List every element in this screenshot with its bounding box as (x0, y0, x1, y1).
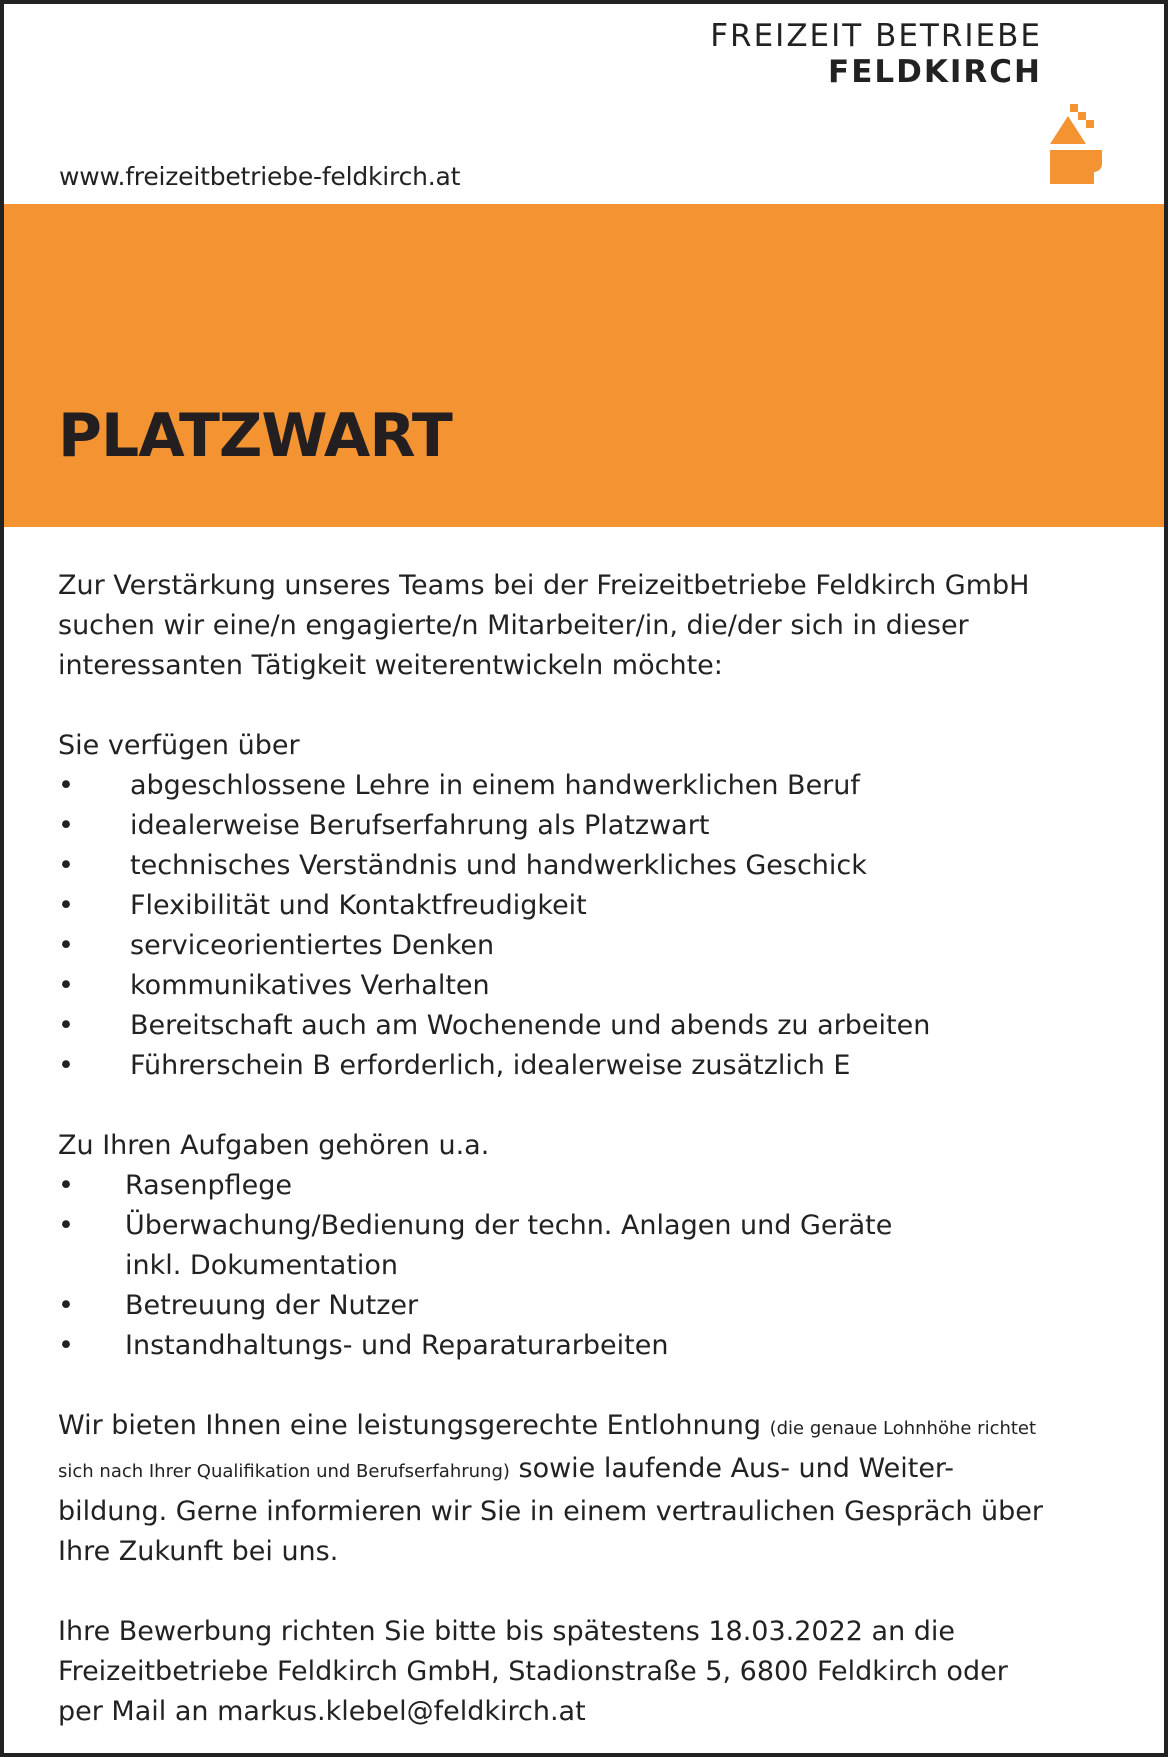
offer-small-note-1: (die genaue Lohnhöhe richtet (769, 1418, 1037, 1439)
list-item: • Führerschein B erforderlich, idealerweise zusätzlich E (58, 1046, 1118, 1086)
tasks-heading: Zu Ihren Aufgaben gehören u.a. (58, 1130, 490, 1161)
job-title: PLATZWART (58, 401, 452, 471)
intro-line-1: Zur Verstärkung unseres Teams bei der Freizeitbetriebe Feldkirch GmbH (58, 570, 1030, 601)
bullet-icon: • (58, 930, 74, 961)
main-content (58, 566, 1118, 1732)
offer-line-4: Ihre Zukunft bei uns. (58, 1536, 339, 1567)
website-url[interactable]: www.freizeitbetriebe-feldkirch.at (59, 162, 461, 191)
offer-small-note-2: sich nach Ihrer Qualifikation und Berufserfahrung) (58, 1461, 510, 1482)
logo-house-icon (1050, 104, 1102, 186)
requirements-heading: Sie verfügen über (58, 730, 300, 761)
offer-line-1: Wir bieten Ihnen eine leistungsgerechte Entlohnung (die genaue Lohnhöhe richtet (58, 1410, 1037, 1441)
bullet-icon: • (58, 1170, 74, 1201)
list-item: • technisches Verständnis und handwerkliches Geschick (58, 846, 1118, 886)
list-item: • idealerweise Berufserfahrung als Platzwart (58, 806, 1118, 846)
bullet-icon: • (58, 850, 74, 881)
bullet-icon: • (58, 1050, 74, 1081)
bullet-icon: • (58, 1290, 74, 1321)
offer-line-2: sich nach Ihrer Qualifikation und Berufserfahrung) sowie laufende Aus- und Weiter- (58, 1453, 955, 1484)
list-item: • serviceorientiertes Denken (58, 926, 1118, 966)
intro-line-2: suchen wir eine/n engagierte/n Mitarbeiter/in, die/der sich in dieser (58, 610, 969, 641)
bullet-icon: • (58, 770, 74, 801)
list-item-continuation: inkl. Dokumentation (125, 1250, 399, 1281)
header (4, 4, 1164, 204)
tasks-list (58, 1166, 1118, 1366)
list-item: • Rasenpflege (58, 1166, 1118, 1206)
requirements-list (58, 766, 1118, 1086)
bullet-icon: • (58, 1010, 74, 1041)
logo-text-feldkirch: FELDKIRCH (828, 54, 1042, 90)
list-item: • Instandhaltungs- und Reparaturarbeiten (58, 1326, 1118, 1366)
application-line-1: Ihre Bewerbung richten Sie bitte bis spätestens 18.03.2022 an die (58, 1616, 956, 1647)
list-item: • kommunikatives Verhalten (58, 966, 1118, 1006)
bullet-icon: • (58, 1210, 74, 1241)
bullet-icon: • (58, 890, 74, 921)
intro-line-3: interessanten Tätigkeit weiterentwickeln möchte: (58, 650, 723, 681)
title-banner (4, 204, 1164, 527)
offer-line-3: bildung. Gerne informieren wir Sie in einem vertraulichen Gespräch über (58, 1496, 1043, 1527)
list-item: • Flexibilität und Kontaktfreudigkeit (58, 886, 1118, 926)
list-item: • abgeschlossene Lehre in einem handwerklichen Beruf (58, 766, 1118, 806)
list-item: • Betreuung der Nutzer (58, 1286, 1118, 1326)
bullet-icon: • (58, 810, 74, 841)
list-item: • Überwachung/Bedienung der techn. Anlagen und Geräte inkl. Dokumentation (58, 1206, 1118, 1286)
application-line-2: Freizeitbetriebe Feldkirch GmbH, Stadionstraße 5, 6800 Feldkirch oder (58, 1656, 1008, 1687)
application-line-3[interactable]: per Mail an markus.klebel@feldkirch.at (58, 1696, 586, 1727)
list-item: • Bereitschaft auch am Wochenende und abends zu arbeiten (58, 1006, 1118, 1046)
bullet-icon: • (58, 1330, 74, 1361)
bullet-icon: • (58, 970, 74, 1001)
logo-text-freizeit-betriebe: FREIZEIT BETRIEBE (710, 18, 1042, 54)
